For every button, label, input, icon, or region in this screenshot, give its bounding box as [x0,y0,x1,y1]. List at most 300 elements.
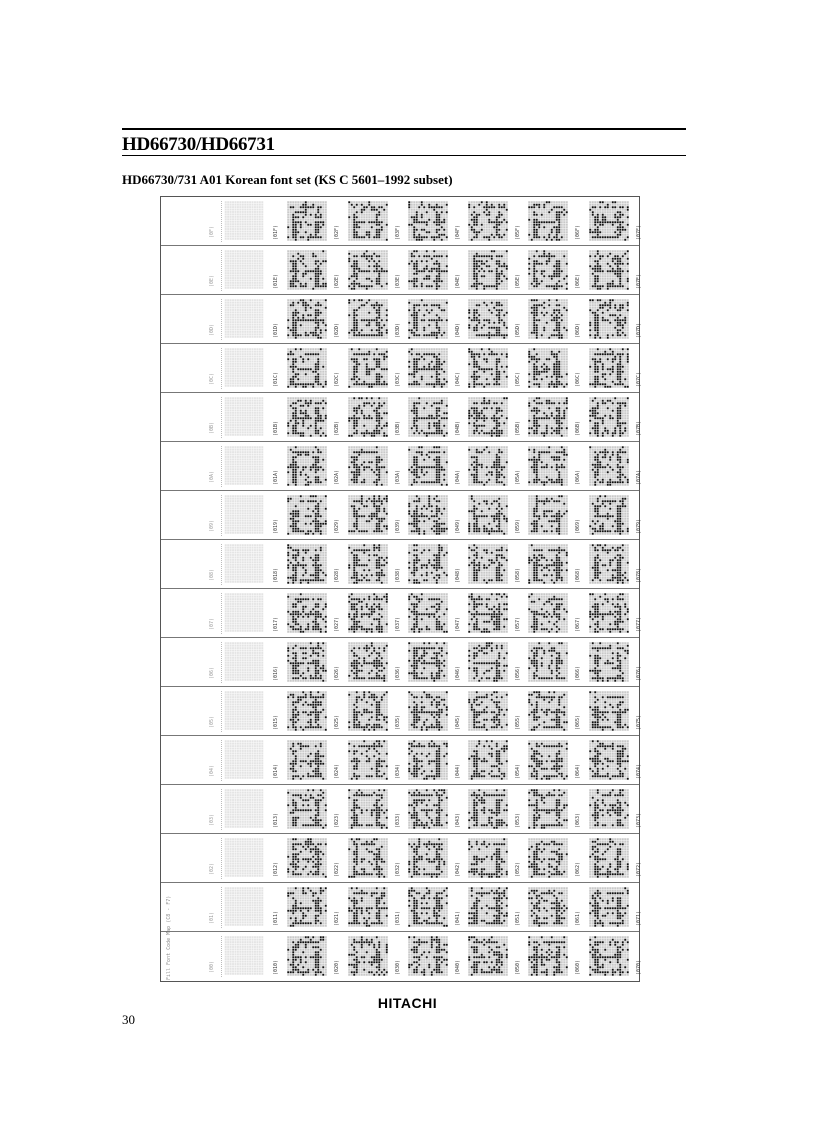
glyph-bitmap [403,936,453,976]
glyph-bitmap [222,446,266,485]
char-code-label: (06B) [575,399,581,436]
glyph-bitmap [584,495,634,535]
glyph-bitmap [463,250,513,290]
font-glyph [282,936,332,981]
font-glyph [463,642,513,687]
glyph-bitmap [463,348,513,388]
char-code-label: (01B) [273,399,279,436]
char-code-label: (035) [395,693,401,730]
font-glyph [282,250,332,295]
font-glyph [463,446,513,491]
font-glyph [343,397,393,442]
figure-caption: HD66730/731 A01 Korean font set (KS C 5601–1992 subset) [122,172,453,188]
glyph-bitmap [523,495,573,535]
glyph-bitmap [282,642,332,682]
table-row [161,638,639,687]
glyph-bitmap [463,740,513,780]
font-glyph [584,299,634,344]
glyph-bitmap [463,299,513,339]
side-note: Fill Font Code Map (C8 - F7) [166,880,172,980]
glyph-bitmap [343,691,393,731]
char-code-label: (078) [636,546,642,583]
char-code-label: (050) [515,938,521,975]
font-glyph [584,838,634,883]
glyph-bitmap [463,887,513,927]
char-code-label: (05A) [515,448,521,485]
font-glyph [282,446,332,491]
char-code-label: (024) [334,742,340,779]
font-glyph [343,642,393,687]
char-code-label: (029) [334,497,340,534]
glyph-bitmap [282,593,332,633]
char-code-label: (076) [636,644,642,681]
table-row [161,344,639,393]
font-glyph [523,446,573,491]
blank-glyph-cell [221,740,270,781]
char-code-label: (028) [334,546,340,583]
font-glyph [403,201,453,246]
char-code-label: (07F) [636,203,642,240]
glyph-bitmap [222,299,266,338]
glyph-bitmap [584,544,634,584]
char-code-label: (043) [455,791,461,828]
glyph-bitmap [584,936,634,976]
font-glyph [403,299,453,344]
font-glyph [584,642,634,687]
glyph-bitmap [403,299,453,339]
char-code-label: (054) [515,742,521,779]
char-code-label: (053) [515,791,521,828]
font-glyph [343,593,393,638]
lower-code-label: (08) [209,550,215,581]
lower-code-label: (0F) [209,207,215,238]
char-code-label: (02F) [334,203,340,240]
glyph-bitmap [584,446,634,486]
char-code-label: (065) [575,693,581,730]
glyph-bitmap [222,250,266,289]
glyph-bitmap [222,397,266,436]
glyph-bitmap [343,544,393,584]
table-row [161,393,639,442]
glyph-bitmap [343,936,393,976]
lower-code-label: (04) [209,746,215,777]
font-glyph [343,887,393,932]
glyph-bitmap [523,593,573,633]
char-code-label: (07C) [636,350,642,387]
font-glyph [463,250,513,295]
glyph-bitmap [523,936,573,976]
font-glyph [584,446,634,491]
glyph-bitmap [343,446,393,486]
char-code-label: (079) [636,497,642,534]
glyph-bitmap [584,201,634,241]
glyph-bitmap [282,887,332,927]
font-glyph [343,495,393,540]
table-row [161,589,639,638]
font-glyph [343,446,393,491]
font-glyph [523,397,573,442]
font-glyph [403,740,453,785]
char-code-label: (064) [575,742,581,779]
glyph-bitmap [343,838,393,878]
font-glyph [523,642,573,687]
lower-code-label: (02) [209,844,215,875]
char-code-label: (010) [273,938,279,975]
font-glyph [282,691,332,736]
char-code-label: (039) [395,497,401,534]
font-glyph [403,495,453,540]
blank-glyph-cell [221,446,270,487]
char-code-label: (06A) [575,448,581,485]
font-glyph [343,544,393,589]
font-glyph [403,544,453,589]
char-code-label: (027) [334,595,340,632]
lower-code-label: (01) [209,893,215,924]
blank-glyph-cell [221,201,270,242]
glyph-bitmap [343,789,393,829]
char-code-label: (068) [575,546,581,583]
font-glyph [343,740,393,785]
glyph-bitmap [523,397,573,437]
glyph-bitmap [222,838,266,877]
char-code-label: (06E) [575,252,581,289]
glyph-bitmap [584,593,634,633]
char-code-label: (048) [455,546,461,583]
glyph-bitmap [403,887,453,927]
lower-code-label: (00) [209,942,215,973]
glyph-bitmap [523,446,573,486]
char-code-label: (021) [334,889,340,926]
font-glyph [584,887,634,932]
char-code-label: (03C) [395,350,401,387]
glyph-bitmap [282,691,332,731]
font-glyph [523,495,573,540]
char-code-label: (04B) [455,399,461,436]
font-glyph [584,691,634,736]
font-glyph [343,838,393,883]
char-code-label: (012) [273,840,279,877]
char-code-label: (03D) [395,301,401,338]
char-code-label: (011) [273,889,279,926]
glyph-bitmap [343,201,393,241]
char-code-label: (045) [455,693,461,730]
font-glyph [584,250,634,295]
font-glyph [463,936,513,981]
char-code-label: (067) [575,595,581,632]
glyph-bitmap [463,691,513,731]
blank-glyph-cell [221,936,270,977]
glyph-bitmap [343,299,393,339]
font-glyph [282,789,332,834]
glyph-bitmap [222,593,266,632]
font-glyph [403,789,453,834]
lower-code-label: (06) [209,648,215,679]
glyph-bitmap [222,691,266,730]
font-glyph [343,348,393,393]
blank-glyph-cell [221,691,270,732]
table-row [161,834,639,883]
font-glyph [584,740,634,785]
glyph-bitmap [282,201,332,241]
font-glyph [463,397,513,442]
char-code-label: (074) [636,742,642,779]
lower-code-label: (05) [209,697,215,728]
glyph-bitmap [282,838,332,878]
char-code-label: (022) [334,840,340,877]
font-glyph [403,446,453,491]
font-glyph [463,691,513,736]
char-code-label: (075) [636,693,642,730]
char-code-label: (07B) [636,399,642,436]
glyph-bitmap [403,691,453,731]
char-code-label: (05D) [515,301,521,338]
glyph-bitmap [523,250,573,290]
glyph-bitmap [584,887,634,927]
char-code-label: (070) [636,938,642,975]
glyph-bitmap [463,789,513,829]
table-row [161,295,639,344]
char-code-label: (049) [455,497,461,534]
font-glyph [463,201,513,246]
font-glyph [463,887,513,932]
char-code-label: (026) [334,644,340,681]
font-glyph [343,789,393,834]
glyph-bitmap [282,544,332,584]
blank-glyph-cell [221,299,270,340]
glyph-bitmap [403,740,453,780]
font-glyph [463,838,513,883]
glyph-bitmap [282,397,332,437]
lower-code-label: (0A) [209,452,215,483]
glyph-bitmap [343,250,393,290]
char-code-label: (06F) [575,203,581,240]
glyph-bitmap [222,642,266,681]
glyph-bitmap [282,299,332,339]
glyph-bitmap [343,348,393,388]
document-title: HD66730/HD66731 [122,134,275,156]
font-glyph [584,544,634,589]
char-code-label: (016) [273,644,279,681]
char-code-label: (015) [273,693,279,730]
char-code-label: (06C) [575,350,581,387]
glyph-bitmap [222,789,266,828]
char-code-label: (062) [575,840,581,877]
glyph-bitmap [523,887,573,927]
char-code-label: (020) [334,938,340,975]
char-code-label: (07E) [636,252,642,289]
blank-glyph-cell [221,348,270,389]
glyph-bitmap [343,397,393,437]
char-code-label: (057) [515,595,521,632]
font-glyph [463,593,513,638]
char-code-label: (059) [515,497,521,534]
font-glyph [523,691,573,736]
font-glyph [463,789,513,834]
blank-glyph-cell [221,495,270,536]
char-code-label: (019) [273,497,279,534]
font-glyph [584,397,634,442]
char-code-label: (07A) [636,448,642,485]
font-glyph [523,936,573,981]
char-code-label: (04A) [455,448,461,485]
glyph-bitmap [463,397,513,437]
title-underline [122,155,686,156]
glyph-bitmap [403,397,453,437]
char-code-label: (033) [395,791,401,828]
font-glyph [343,299,393,344]
table-row [161,197,639,246]
glyph-bitmap [222,544,266,583]
font-glyph [282,838,332,883]
char-code-label: (05F) [515,203,521,240]
glyph-bitmap [403,789,453,829]
glyph-bitmap [343,593,393,633]
font-glyph [584,936,634,981]
char-code-label: (072) [636,840,642,877]
char-code-label: (01E) [273,252,279,289]
glyph-bitmap [222,348,266,387]
glyph-bitmap [403,250,453,290]
font-glyph [584,593,634,638]
blank-glyph-cell [221,789,270,830]
char-code-label: (02C) [334,350,340,387]
char-code-label: (03E) [395,252,401,289]
glyph-bitmap [463,544,513,584]
table-row [161,442,639,491]
lower-code-label: (0C) [209,354,215,385]
font-glyph [343,250,393,295]
glyph-bitmap [222,201,266,240]
char-code-label: (02D) [334,301,340,338]
char-code-label: (060) [575,938,581,975]
font-glyph [403,838,453,883]
font-glyph [343,691,393,736]
glyph-bitmap [523,348,573,388]
font-glyph [403,936,453,981]
font-glyph [523,593,573,638]
blank-glyph-cell [221,838,270,879]
char-code-label: (02A) [334,448,340,485]
char-code-label: (052) [515,840,521,877]
char-code-label: (05C) [515,350,521,387]
lower-code-label: (0B) [209,403,215,434]
table-row [161,687,639,736]
char-code-label: (058) [515,546,521,583]
font-glyph [403,250,453,295]
char-code-label: (038) [395,546,401,583]
blank-glyph-cell [221,544,270,585]
char-code-label: (073) [636,791,642,828]
char-code-label: (042) [455,840,461,877]
glyph-bitmap [584,838,634,878]
char-code-label: (06D) [575,301,581,338]
font-glyph [403,397,453,442]
lower-code-label: (0D) [209,305,215,336]
glyph-bitmap [343,642,393,682]
blank-glyph-cell [221,642,270,683]
char-code-label: (01D) [273,301,279,338]
char-code-label: (056) [515,644,521,681]
lower-code-label: (07) [209,599,215,630]
glyph-bitmap [282,740,332,780]
glyph-bitmap [584,250,634,290]
char-code-label: (04D) [455,301,461,338]
glyph-bitmap [463,642,513,682]
char-code-label: (071) [636,889,642,926]
font-glyph [343,936,393,981]
glyph-bitmap [222,887,266,926]
char-code-label: (03F) [395,203,401,240]
font-glyph [463,348,513,393]
table-row [161,246,639,295]
glyph-bitmap [282,250,332,290]
char-code-label: (01C) [273,350,279,387]
glyph-bitmap [463,936,513,976]
glyph-bitmap [222,936,266,975]
top-rule [122,128,686,130]
glyph-bitmap [343,495,393,535]
blank-glyph-cell [221,250,270,291]
char-code-label: (041) [455,889,461,926]
char-code-label: (044) [455,742,461,779]
lower-code-label: (09) [209,501,215,532]
glyph-bitmap [523,691,573,731]
font-glyph [403,593,453,638]
font-glyph [282,495,332,540]
char-code-label: (04C) [455,350,461,387]
char-code-label: (037) [395,595,401,632]
glyph-bitmap [343,740,393,780]
brand-logo: HITACHI [0,995,815,1011]
char-code-label: (046) [455,644,461,681]
glyph-bitmap [282,495,332,535]
font-glyph [463,495,513,540]
char-code-label: (040) [455,938,461,975]
char-code-label: (077) [636,595,642,632]
font-glyph [523,250,573,295]
char-code-label: (017) [273,595,279,632]
glyph-bitmap [584,740,634,780]
font-glyph [584,789,634,834]
lower-code-label: (0E) [209,256,215,287]
font-glyph [523,348,573,393]
font-glyph [282,348,332,393]
char-code-label: (01A) [273,448,279,485]
font-glyph [282,201,332,246]
char-code-label: (04F) [455,203,461,240]
font-glyph [282,593,332,638]
char-code-label: (05E) [515,252,521,289]
glyph-bitmap [584,691,634,731]
glyph-bitmap [463,201,513,241]
font-glyph [282,299,332,344]
font-glyph [282,887,332,932]
char-code-label: (04E) [455,252,461,289]
char-code-label: (023) [334,791,340,828]
font-glyph [584,201,634,246]
blank-glyph-cell [221,887,270,928]
char-code-label: (031) [395,889,401,926]
table-row [161,540,639,589]
font-glyph [282,544,332,589]
glyph-bitmap [523,838,573,878]
char-code-label: (03B) [395,399,401,436]
font-glyph [282,397,332,442]
glyph-bitmap [584,348,634,388]
font-glyph [282,740,332,785]
char-code-label: (03A) [395,448,401,485]
font-glyph [403,642,453,687]
